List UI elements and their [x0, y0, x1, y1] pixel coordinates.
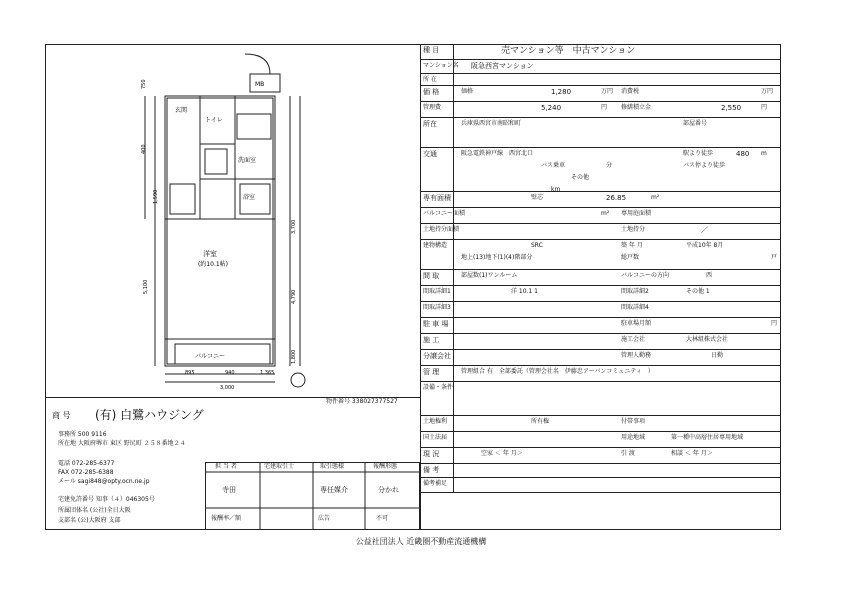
info-layout-label: 間 取: [423, 272, 440, 280]
info-row-label-divider: [453, 318, 454, 334]
info-row-label-divider: [453, 44, 454, 60]
info-direction-label: バルコニーの方向: [621, 272, 670, 279]
info-mgmt-value: 5,240: [541, 104, 562, 112]
plan-entrance-label: 玄関: [175, 107, 188, 114]
info-management-label: 管 理: [423, 368, 440, 376]
info-structure-value: SRC: [531, 242, 543, 249]
info-row: [421, 270, 781, 286]
info-balcony-unit: m²: [601, 210, 610, 217]
info-km-unit: km: [551, 186, 561, 193]
plan-toilet-label: トイレ: [205, 117, 223, 124]
info-detail1-label: 間取詳細1: [423, 288, 451, 295]
info-tax-unit: 万円: [761, 88, 774, 95]
info-row: [421, 208, 781, 224]
info-price-unit: 万円: [601, 88, 614, 95]
info-row: [421, 366, 781, 382]
trade-value: 専任媒介: [320, 486, 348, 494]
company-label: 商 号: [52, 411, 71, 420]
info-row: [421, 44, 781, 60]
company-branch: 支部名 (公)大阪府 支部: [58, 517, 121, 524]
info-detail2-value: その他 1: [686, 288, 710, 295]
company-address: 所在地 大阪府堺市 東区 野尻町 ２５８番地２４: [58, 440, 186, 447]
company-tel: 電話 072-285-6377: [58, 460, 115, 467]
info-mgmt-company-value: 日勤: [711, 352, 724, 359]
info-row-label-divider: [453, 102, 454, 118]
info-bus-label: バス乗車: [541, 162, 566, 169]
plan-vdim-label: 1,590: [153, 189, 159, 204]
info-conditions-label: 設備・条件: [423, 384, 454, 391]
info-mgmt-unit: 円: [601, 104, 608, 111]
info-row: [421, 302, 781, 318]
info-area-unit: m²: [651, 194, 660, 201]
fee-header: 報酬形態: [373, 463, 398, 470]
plan-vdim-label: 3,700: [291, 219, 297, 234]
info-row-label-divider: [453, 240, 454, 270]
info-row: [421, 118, 781, 148]
info-walk-unit: m: [761, 150, 767, 157]
info-row: [421, 224, 781, 240]
ad-label: 広告: [318, 515, 331, 522]
info-row: [421, 318, 781, 334]
info-row: [421, 74, 781, 86]
info-row-label-divider: [453, 416, 454, 432]
ad-value: 不可: [376, 515, 389, 522]
info-row-label-divider: [453, 270, 454, 286]
info-row: [421, 448, 781, 464]
floor-plan: [45, 44, 420, 397]
plan-dim-label: 895: [185, 370, 195, 376]
sheet-number: 物件番号 338027377527: [326, 398, 398, 405]
info-row-label-divider: [453, 478, 454, 493]
info-row: [421, 60, 781, 74]
info-row: [421, 102, 781, 118]
info-layout-value: 部屋数(1)ワンルーム: [461, 272, 518, 279]
info-delivery-value: 相談 ＜ 年 月＞: [671, 450, 713, 457]
info-row-label-divider: [453, 86, 454, 102]
info-notes-label: 備 考: [423, 466, 440, 474]
staff-name: 寺田: [222, 486, 236, 494]
info-row-label-divider: [453, 118, 454, 148]
plan-balcony-label: バルコニー: [195, 353, 226, 360]
company-association: 所属団体名 (公社)全日大阪: [58, 507, 131, 514]
plan-dim-label: 3,000: [220, 385, 235, 391]
info-row: [421, 350, 781, 366]
info-use-zone-label: 用途地域: [621, 434, 646, 441]
info-price-value: 1,280: [551, 88, 572, 96]
info-land-right-label: 土地持分: [621, 226, 646, 233]
info-management-value: 管理組合 有 全部委託（管理会社名 伊藤忠アーバンコミュニティ ）: [461, 368, 654, 375]
info-row: [421, 432, 781, 448]
info-row-label-divider: [453, 74, 454, 86]
notice-label: 報酬率／額: [211, 515, 242, 522]
info-row-label-divider: [453, 366, 454, 382]
reg-header: 宅建取引士: [264, 463, 295, 470]
info-row: [421, 382, 781, 416]
info-row-label-divider: [453, 286, 454, 302]
info-address-label: 所在: [423, 120, 437, 128]
info-land-share-label: 土地持分面積: [423, 226, 460, 233]
info-repair-value: 2,550: [721, 104, 742, 112]
staff-header: 担 当 者: [215, 463, 237, 470]
info-builder-company-value: 大林組株式会社: [686, 336, 729, 343]
info-other-label: その他: [571, 174, 590, 181]
info-structure-label: 建物構造: [423, 242, 448, 249]
info-sale-label: 分譲会社: [423, 352, 451, 360]
info-name-label: マンション名: [423, 62, 459, 69]
info-row-label-divider: [453, 148, 454, 192]
plan-bath-label: 浴室: [243, 194, 256, 201]
info-remarks-label: 備考補足: [423, 480, 448, 487]
info-row-label-divider: [453, 464, 454, 478]
info-private-label: 専用庭面積: [621, 210, 652, 217]
info-area-label: 専有面積: [423, 194, 451, 202]
info-row: [421, 416, 781, 432]
plan-room-size: (約10.1帖): [197, 261, 229, 268]
company-mail: メール sagi848@opty.ocn.ne.jp: [58, 478, 150, 485]
info-memo-label: 所 在: [423, 76, 437, 83]
footer-org: 公益社団法人 近畿圏不動産流通機構: [355, 537, 487, 546]
info-parking-fee-unit: 円: [771, 320, 778, 327]
info-bus-unit: 分: [606, 162, 613, 169]
info-built-value: 平成10年 8月: [686, 242, 724, 249]
info-land-use-label: 土地権利: [423, 418, 448, 425]
info-row: [421, 286, 781, 302]
info-address-value: 兵庫県西宮市南昭和町: [461, 120, 522, 127]
info-zoning-label: 国土法届: [423, 434, 448, 441]
plan-dim-label: 1,365: [260, 370, 275, 376]
info-room-label: 部屋番号: [683, 120, 708, 127]
info-row-label-divider: [453, 192, 454, 208]
plan-vdim-label: 5,100: [143, 279, 149, 294]
info-builder-company-label: 施工会社: [621, 336, 646, 343]
info-units-unit: 戸: [771, 254, 778, 261]
info-row-label-divider: [453, 334, 454, 350]
info-direction-value: 西: [706, 272, 713, 279]
info-bus-walk-label: バス停より徒歩: [683, 162, 726, 169]
company-license-no: 宅建免許番号 知事（４）046305号: [58, 496, 155, 503]
company-fax: FAX 072-285-6388: [58, 469, 114, 476]
info-row-label-divider: [453, 432, 454, 448]
info-floors-value: 地上(13)地下(1)(4)階部分: [461, 254, 533, 261]
info-row: [421, 86, 781, 102]
plan-vdim-label: 750: [141, 79, 147, 89]
info-title-label: 種 目: [423, 46, 440, 54]
info-detail3-label: 間取詳細3: [423, 304, 451, 311]
info-row: [421, 148, 781, 192]
info-row-label-divider: [453, 350, 454, 366]
info-walk-value: 480: [736, 150, 750, 158]
info-use-zone-value: 第一種中高層住居専用地域: [671, 434, 744, 441]
info-transport-label: 交通: [423, 150, 437, 158]
info-detail4-label: 間取詳細4: [621, 304, 649, 311]
fee-value: 分かれ: [378, 486, 399, 494]
info-title-value: 売マンション等 中古マンション: [501, 46, 636, 56]
info-row: [421, 192, 781, 208]
info-row: [421, 240, 781, 270]
plan-vdim-label: 400: [141, 144, 147, 154]
plan-wash-label: 洗面室: [238, 157, 257, 164]
info-balcony-label: バルコニー面積: [423, 210, 466, 217]
info-row: [421, 464, 781, 478]
info-restrictions-label: 付帯事項: [621, 418, 646, 425]
info-land-right-value: ／: [701, 226, 708, 234]
info-walk-label: 駅より徒歩: [683, 150, 714, 157]
info-tax-label: 消費税: [621, 88, 640, 95]
info-units-label: 総戸数: [621, 254, 640, 261]
plan-room-label: 洋室: [203, 250, 217, 258]
plan-mb-label: MB: [255, 81, 265, 88]
info-row-label-divider: [453, 302, 454, 318]
info-repair-unit: 円: [761, 104, 768, 111]
company-name: (有) 白鷺ハウジング: [95, 408, 204, 422]
info-area-value: 26.85: [606, 194, 627, 202]
info-name-value: 阪急西宮マンション: [471, 62, 534, 70]
trade-header: 取引態様: [320, 463, 345, 470]
info-row: [421, 334, 781, 350]
info-land-use-value: 所有権: [531, 418, 550, 425]
plan-vdim-label: 4,790: [291, 289, 297, 304]
info-mgmt-company-label: 管理人勤務: [621, 352, 652, 359]
info-status-label: 現 況: [423, 450, 440, 458]
info-price-unit-label: 価格: [461, 88, 474, 95]
info-parking-label: 駐 車 場: [423, 320, 449, 328]
info-detail2-label: 間取詳細2: [621, 288, 649, 295]
info-built-label: 築 年 月: [621, 242, 643, 249]
plan-vdim-label: 1,800: [291, 349, 297, 364]
info-area-kind: 壁芯: [531, 194, 544, 201]
info-delivery-label: 引 渡: [621, 450, 635, 457]
info-detail1-value: 洋 10.1 1: [511, 288, 538, 295]
info-row-label-divider: [453, 448, 454, 464]
company-license: 事務所 500 9116: [58, 431, 107, 438]
info-parking-fee-label: 駐車場月額: [621, 320, 652, 327]
info-repair-label: 修繕積立金: [621, 104, 652, 111]
plan-outer-wall: [165, 96, 275, 366]
info-row: [421, 478, 781, 493]
info-station: 阪急電鉄神戸線 西宮北口: [461, 150, 534, 157]
info-price-label: 価 格: [423, 88, 440, 96]
info-builder-label: 施 工: [423, 336, 440, 344]
info-status-value: 空家 ＜ 年 月＞: [481, 450, 523, 457]
info-mgmt-label: 管理費: [423, 104, 442, 111]
plan-dim-label: 940: [225, 370, 235, 376]
info-row-label-divider: [453, 382, 454, 416]
